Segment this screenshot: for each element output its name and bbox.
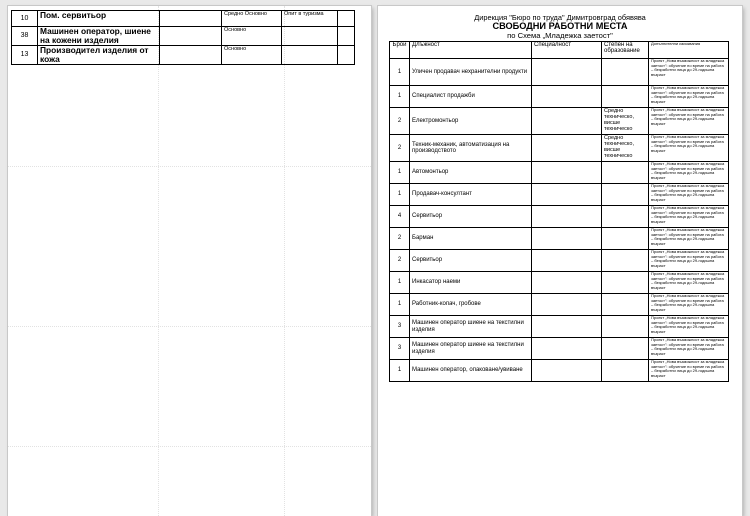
specialty-cell bbox=[532, 294, 602, 316]
table-row bbox=[390, 184, 729, 206]
requirements-cell: Проект „Нова възможност за младежка заетост": обучение по време на работа – безработни лица до 29-годишна възраст bbox=[649, 135, 729, 162]
education-cell: Средно техническо, висше техническо bbox=[602, 135, 649, 162]
count-cell: 2 bbox=[390, 250, 410, 272]
requirements-cell: Проект „Нова възможност за младежка заетост": обучение по време на работа – безработни лица до 29-годишна възраст bbox=[649, 59, 729, 86]
row-number: 10 bbox=[12, 11, 38, 27]
table-row bbox=[12, 27, 355, 46]
column-header-position: Длъжност bbox=[410, 42, 532, 59]
table-row bbox=[390, 316, 729, 338]
specialty-cell bbox=[532, 338, 602, 360]
scheme-subtitle: по Схема „Младежка заетост" bbox=[507, 31, 613, 40]
column-header-education: Степен на образование bbox=[602, 42, 649, 59]
count-cell: 1 bbox=[390, 272, 410, 294]
position-cell: Производител изделия от кожа bbox=[38, 46, 160, 65]
position-cell: Инкасатор наеми bbox=[410, 272, 532, 294]
specialty-cell bbox=[532, 360, 602, 382]
education-cell bbox=[602, 162, 649, 184]
specialty-cell bbox=[532, 59, 602, 86]
row-number: 38 bbox=[12, 27, 38, 46]
empty-cell bbox=[160, 11, 222, 27]
requirements-cell: Проект „Нова възможност за младежка заетост": обучение по време на работа – безработни лица до 29-годишна възраст bbox=[649, 272, 729, 294]
empty-cell bbox=[338, 27, 355, 46]
count-cell: 1 bbox=[390, 294, 410, 316]
requirements-cell: Проект „Нова възможност за младежка заетост": обучение по време на работа – безработни лица до 29-годишна възраст bbox=[649, 228, 729, 250]
issuer-line: Дирекция "Бюро по труда" Димитровград обявява bbox=[474, 13, 646, 22]
position-cell: Специалист продажби bbox=[410, 86, 532, 108]
requirements-cell: Проект „Нова възможност за младежка заетост": обучение по време на работа – безработни лица до 29-годишна възраст bbox=[649, 206, 729, 228]
table-row bbox=[390, 294, 729, 316]
page-gridline bbox=[8, 166, 371, 167]
requirements-cell: Проект „Нова възможност за младежка заетост": обучение по време на работа – безработни лица до 29-годишна възраст bbox=[649, 250, 729, 272]
document-page-left bbox=[8, 6, 371, 516]
specialty-cell bbox=[532, 206, 602, 228]
row-number: 13 bbox=[12, 46, 38, 65]
education-cell bbox=[602, 360, 649, 382]
requirements-cell: Проект „Нова възможност за младежка заетост": обучение по време на работа – безработни лица до 29-годишна възраст bbox=[649, 162, 729, 184]
education-cell bbox=[602, 86, 649, 108]
education-cell bbox=[602, 184, 649, 206]
education-cell bbox=[602, 316, 649, 338]
specialty-cell bbox=[532, 108, 602, 135]
education-cell: Основно bbox=[222, 46, 282, 65]
specialty-cell bbox=[532, 228, 602, 250]
specialty-cell bbox=[532, 272, 602, 294]
requirements-cell: Проект „Нова възможност за младежка заетост": обучение по време на работа – безработни лица до 29-годишна възраст bbox=[649, 294, 729, 316]
table-row bbox=[390, 338, 729, 360]
requirements-cell: Проект „Нова възможност за младежка заетост": обучение по време на работа – безработни лица до 29-годишна възраст bbox=[649, 316, 729, 338]
position-cell: Продавач-консултант bbox=[410, 184, 532, 206]
table-row bbox=[390, 272, 729, 294]
specialty-cell bbox=[532, 162, 602, 184]
education-cell bbox=[602, 294, 649, 316]
position-cell: Машинен оператор, шиене на кожени изделия bbox=[38, 27, 160, 46]
column-header-requirements: Допълнителни изисквания bbox=[649, 42, 729, 59]
position-cell: Електромонтьор bbox=[410, 108, 532, 135]
position-cell: Техник-механик, автоматизация на производството bbox=[410, 135, 532, 162]
education-cell bbox=[602, 59, 649, 86]
specialty-cell bbox=[532, 316, 602, 338]
position-cell: Автомонтьор bbox=[410, 162, 532, 184]
table-row bbox=[390, 86, 729, 108]
vacancies-table-body bbox=[390, 59, 729, 382]
table-row bbox=[390, 108, 729, 135]
table-row bbox=[390, 360, 729, 382]
empty-cell bbox=[160, 46, 222, 65]
education-cell bbox=[602, 250, 649, 272]
position-cell: Машинен оператор, опаковане/увиване bbox=[410, 360, 532, 382]
education-cell bbox=[602, 228, 649, 250]
count-cell: 3 bbox=[390, 338, 410, 360]
education-cell bbox=[602, 206, 649, 228]
column-header-count: Брой bbox=[390, 42, 410, 59]
education-cell: Средно техническо, висше техническо bbox=[602, 108, 649, 135]
vacancies-table-continued bbox=[11, 10, 355, 65]
position-cell: Пом. сервитьор bbox=[38, 11, 160, 27]
count-cell: 1 bbox=[390, 86, 410, 108]
education-cell bbox=[602, 338, 649, 360]
education-cell: Средно Основно bbox=[222, 11, 282, 27]
count-cell: 4 bbox=[390, 206, 410, 228]
count-cell: 1 bbox=[390, 59, 410, 86]
education-cell bbox=[602, 272, 649, 294]
specialty-cell bbox=[532, 135, 602, 162]
requirements-cell: Опит в туризма bbox=[282, 11, 338, 27]
table-row bbox=[390, 135, 729, 162]
count-cell: 1 bbox=[390, 162, 410, 184]
table-row bbox=[390, 250, 729, 272]
requirements-cell bbox=[282, 46, 338, 65]
count-cell: 2 bbox=[390, 108, 410, 135]
document-page-right bbox=[378, 6, 742, 516]
table-row bbox=[390, 228, 729, 250]
column-header-specialty: Специалност bbox=[532, 42, 602, 59]
position-cell: Уличен продавач нехранителни продукти bbox=[410, 59, 532, 86]
specialty-cell bbox=[532, 250, 602, 272]
count-cell: 1 bbox=[390, 360, 410, 382]
empty-cell bbox=[338, 46, 355, 65]
specialty-cell bbox=[532, 184, 602, 206]
position-cell: Сервитьор bbox=[410, 206, 532, 228]
page-gridline bbox=[284, 6, 285, 516]
position-cell: Барман bbox=[410, 228, 532, 250]
position-cell: Работник-копач, гробове bbox=[410, 294, 532, 316]
requirements-cell bbox=[282, 27, 338, 46]
specialty-cell bbox=[532, 86, 602, 108]
empty-cell bbox=[338, 11, 355, 27]
table-row bbox=[390, 162, 729, 184]
count-cell: 1 bbox=[390, 184, 410, 206]
requirements-cell: Проект „Нова възможност за младежка заетост": обучение по време на работа – безработни лица до 29-годишна възраст bbox=[649, 108, 729, 135]
requirements-cell: Проект „Нова възможност за младежка заетост": обучение по време на работа – безработни лица до 29-годишна възраст bbox=[649, 86, 729, 108]
table-row bbox=[12, 11, 355, 27]
table-header-row bbox=[390, 42, 729, 59]
position-cell: Машинен оператор шиене на текстилни изделия bbox=[410, 338, 532, 360]
position-cell: Сервитьор bbox=[410, 250, 532, 272]
count-cell: 3 bbox=[390, 316, 410, 338]
position-cell: Машинен оператор шиене на текстилни изделия bbox=[410, 316, 532, 338]
page-gridline bbox=[8, 446, 371, 447]
requirements-cell: Проект „Нова възможност за младежка заетост": обучение по време на работа – безработни лица до 29-годишна възраст bbox=[649, 360, 729, 382]
vacancies-table bbox=[389, 41, 729, 382]
table-row bbox=[12, 46, 355, 65]
page-gridline bbox=[158, 6, 159, 516]
requirements-cell: Проект „Нова възможност за младежка заетост": обучение по време на работа – безработни лица до 29-годишна възраст bbox=[649, 338, 729, 360]
requirements-cell: Проект „Нова възможност за младежка заетост": обучение по време на работа – безработни лица до 29-годишна възраст bbox=[649, 184, 729, 206]
count-cell: 2 bbox=[390, 135, 410, 162]
empty-cell bbox=[160, 27, 222, 46]
page-gridline bbox=[8, 326, 371, 327]
table-row bbox=[390, 59, 729, 86]
education-cell: Основно bbox=[222, 27, 282, 46]
table-row bbox=[390, 206, 729, 228]
page-title: СВОБОДНИ РАБОТНИ МЕСТА bbox=[492, 21, 628, 31]
count-cell: 2 bbox=[390, 228, 410, 250]
